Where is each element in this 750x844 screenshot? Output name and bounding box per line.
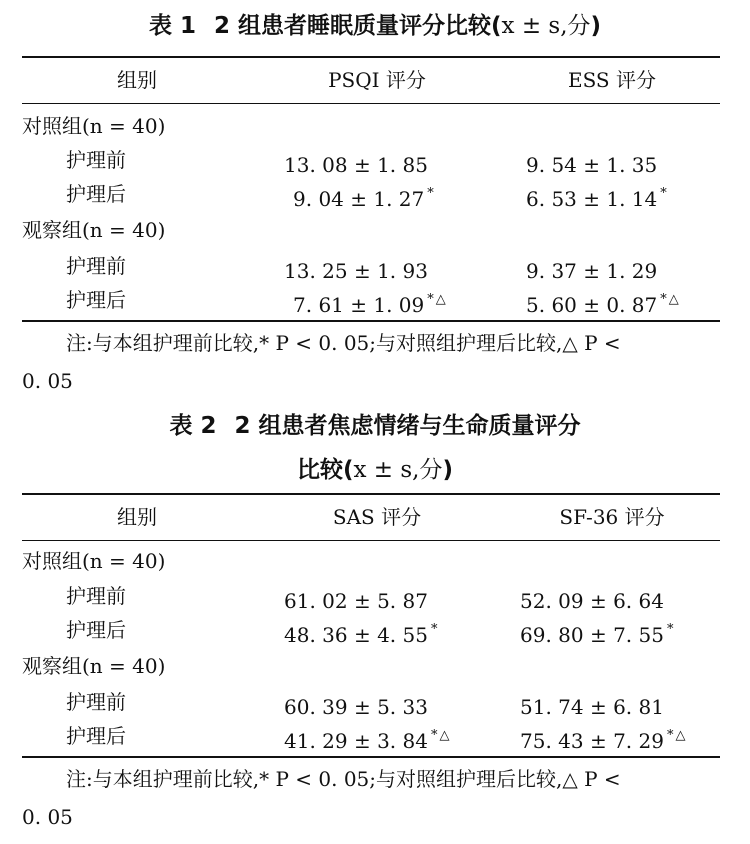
table2-caption <box>0 410 750 442</box>
row-label: 护理后 <box>66 618 126 642</box>
table2-header-group: 组别 <box>117 505 157 529</box>
table2-caption-stat: x ± s,分 <box>353 457 443 483</box>
table-row <box>22 718 720 754</box>
sf36-value: 52. 09 ± 6. 64 <box>520 589 664 613</box>
row-label: 护理前 <box>66 584 126 608</box>
row-label: 护理后 <box>66 724 126 748</box>
ess-value: 6. 53 ± 1. 14 * <box>526 186 669 211</box>
table2-note <box>22 760 728 836</box>
table-row <box>22 578 720 614</box>
sf36-value: 75. 43 ± 7. 29 *△ <box>520 728 688 753</box>
table2-note-line2: 0. 05 <box>22 805 73 829</box>
row-label: 护理前 <box>66 148 126 172</box>
table2-group-observe <box>22 648 720 684</box>
ess-value: 5. 60 ± 0. 87 *△ <box>526 292 681 317</box>
table-row <box>22 612 720 648</box>
group-label: 观察组(n = 40) <box>22 218 166 242</box>
table-row <box>22 248 720 284</box>
table2-header-sas: SAS 评分 <box>332 505 422 529</box>
table1-label: 表 1 <box>148 13 196 39</box>
table1-header-row <box>22 62 720 98</box>
table1-header-ess: ESS 评分 <box>567 68 656 92</box>
table2-top-rule <box>22 493 720 495</box>
table2-title-line2: 比较 <box>296 457 343 483</box>
table1-title: 2 组患者睡眠质量评分比较 <box>214 13 492 39</box>
sas-value: 41. 29 ± 3. 84 *△ <box>284 728 452 753</box>
group-label: 对照组(n = 40) <box>22 114 166 138</box>
table-row <box>22 282 720 318</box>
table1-header-psqi: PSQI 评分 <box>328 68 426 92</box>
table2-header-rule <box>22 540 720 541</box>
table2-bottom-rule <box>22 756 720 758</box>
table-row <box>22 176 720 212</box>
table-row <box>22 142 720 178</box>
row-label: 护理前 <box>66 254 126 278</box>
table1-note <box>22 324 728 400</box>
psqi-value: 7. 61 ± 1. 09 *△ <box>293 292 448 317</box>
sas-value: 60. 39 ± 5. 33 <box>284 695 428 719</box>
row-label: 护理后 <box>66 182 126 206</box>
sf36-value: 69. 80 ± 7. 55 * <box>520 622 676 647</box>
table-row <box>22 684 720 720</box>
table1-note-line2: 0. 05 <box>22 369 73 393</box>
ess-value: 9. 37 ± 1. 29 <box>526 259 658 283</box>
table1-group-control <box>22 108 720 144</box>
ess-value: 9. 54 ± 1. 35 <box>526 153 658 177</box>
psqi-value: 13. 25 ± 1. 93 <box>284 259 428 283</box>
table1-caption-stat: x ± s,分 <box>501 13 591 39</box>
sas-value: 61. 02 ± 5. 87 <box>284 589 428 613</box>
table1-header-rule <box>22 103 720 104</box>
table1-bottom-rule <box>22 320 720 322</box>
table2-header-sf36: SF-36 评分 <box>559 505 665 529</box>
table1-note-line1: 注:与本组护理前比较,* P < 0. 05;与对照组护理后比较,△ P < <box>66 331 621 355</box>
table2-title-line1: 2 组患者焦虑情绪与生命质量评分 <box>234 413 581 439</box>
psqi-value: 9. 04 ± 1. 27 * <box>293 186 436 211</box>
sas-value: 48. 36 ± 4. 55 * <box>284 622 440 647</box>
table2-group-control <box>22 543 720 579</box>
table2-header-row <box>22 499 720 535</box>
psqi-value: 13. 08 ± 1. 85 <box>284 153 428 177</box>
table1-caption: 表 1 2 组患者睡眠质量评分比较(x ± s,分) <box>148 13 602 39</box>
group-label: 对照组(n = 40) <box>22 549 166 573</box>
group-label: 观察组(n = 40) <box>22 654 166 678</box>
table2-note-line1: 注:与本组护理前比较,* P < 0. 05;与对照组护理后比较,△ P < <box>66 767 621 791</box>
table1-header-group: 组别 <box>117 68 157 92</box>
sf36-value: 51. 74 ± 6. 81 <box>520 695 664 719</box>
table2-label: 表 2 <box>169 413 217 439</box>
row-label: 护理前 <box>66 690 126 714</box>
table1-top-rule <box>22 56 720 58</box>
row-label: 护理后 <box>66 288 126 312</box>
table1-group-observe <box>22 212 720 248</box>
table2-caption-line2: 比较(x ± s,分) <box>296 457 453 483</box>
